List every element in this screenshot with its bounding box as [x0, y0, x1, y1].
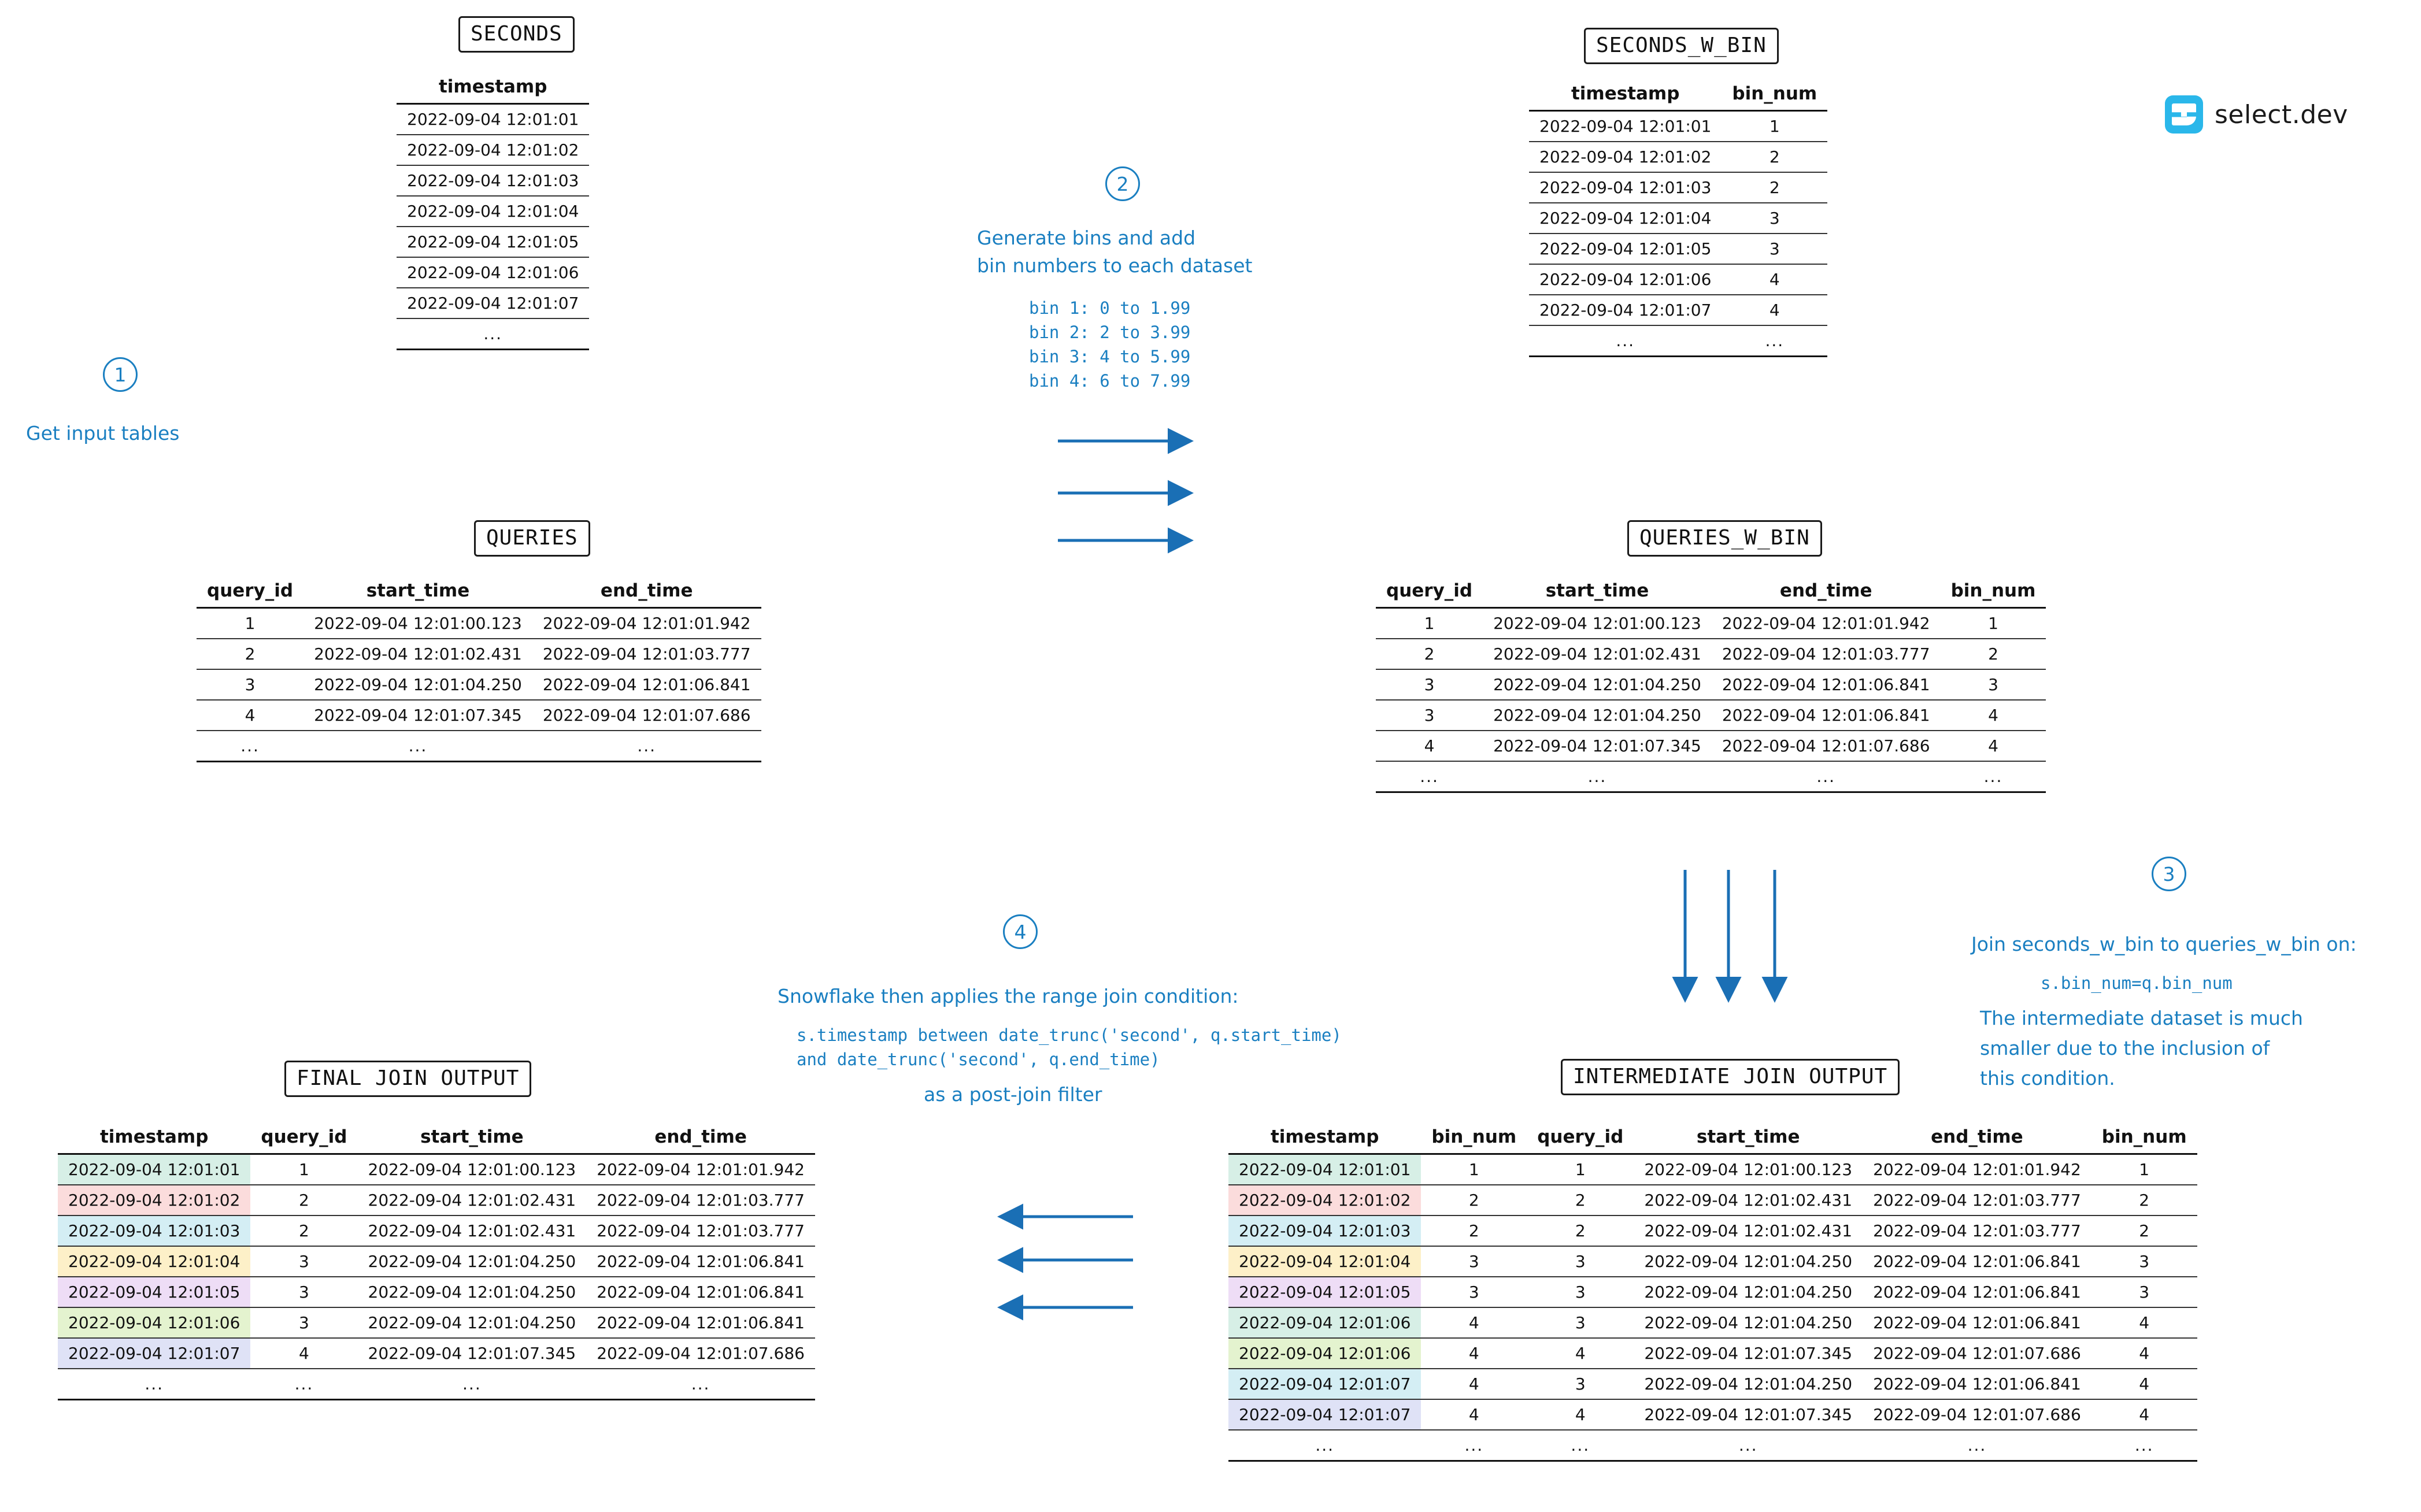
- cell-timestamp: 2022-09-04 12:01:07: [1228, 1399, 1421, 1430]
- seconds-table-title-box: [458, 16, 575, 53]
- column-header: timestamp: [1529, 81, 1722, 111]
- column-header: start_time: [303, 578, 532, 608]
- cell: 2022-09-04 12:01:03: [397, 165, 589, 196]
- column-header: end_time: [532, 578, 761, 608]
- cell: 2022-09-04 12:01:02.431: [1483, 639, 1712, 669]
- cell: 2022-09-04 12:01:04.250: [1483, 700, 1712, 731]
- table-row: [1529, 234, 1827, 264]
- cell: 4: [2091, 1399, 2197, 1430]
- cell: 2022-09-04 12:01:07.345: [1634, 1338, 1863, 1369]
- table-row: [58, 1338, 815, 1369]
- cell: 2022-09-04 12:01:07.345: [1634, 1399, 1863, 1430]
- step-4-condition-line-1: s.timestamp between date_trunc('second', q.start_time): [797, 1025, 1342, 1045]
- brand-logo: [2165, 95, 2348, 134]
- cell: 3: [1421, 1277, 1527, 1307]
- cell: 4: [2091, 1369, 2197, 1399]
- cell-timestamp: 2022-09-04 12:01:06: [1228, 1307, 1421, 1338]
- table-row: [1376, 761, 2046, 792]
- table-header-row: [1228, 1124, 2197, 1154]
- seconds-w-bin-table: [1529, 81, 1827, 357]
- cell: 2: [197, 639, 303, 669]
- cell: 2022-09-04 12:01:00.123: [1634, 1154, 1863, 1185]
- queries-title-box: [474, 520, 590, 557]
- cell: 2022-09-04 12:01:04.250: [1483, 669, 1712, 700]
- cell: 2022-09-04 12:01:07.345: [303, 700, 532, 731]
- step-3-join-condition: s.bin_num=q.bin_num: [2041, 973, 2233, 993]
- table-row: [1228, 1277, 2197, 1307]
- cell-ellipsis: ...: [250, 1369, 357, 1400]
- column-header: query_id: [1376, 578, 1483, 608]
- cell: 2022-09-04 12:01:06: [1529, 264, 1722, 295]
- step-3-note-line-3: this condition.: [1980, 1067, 2115, 1089]
- queries-w-bin-title-box: [1627, 520, 1822, 557]
- cell: 2022-09-04 12:01:04.250: [358, 1307, 587, 1338]
- queries-w-bin-table: [1376, 578, 2046, 793]
- cell: 2022-09-04 12:01:02.431: [1634, 1185, 1863, 1215]
- table-row: [1228, 1338, 2197, 1369]
- table-row: [1376, 731, 2046, 761]
- table-row: [397, 257, 589, 288]
- cell: 2022-09-04 12:01:04.250: [1634, 1369, 1863, 1399]
- cell: 4: [1421, 1338, 1527, 1369]
- cell: 1: [1722, 111, 1827, 142]
- cell: 2022-09-04 12:01:07.686: [1712, 731, 1941, 761]
- seconds-table-grid: [397, 74, 589, 350]
- cell: 3: [1527, 1246, 1634, 1277]
- table-row: [197, 639, 761, 669]
- cell-timestamp: 2022-09-04 12:01:02: [58, 1185, 250, 1215]
- cell: 3: [250, 1246, 357, 1277]
- column-header: query_id: [1527, 1124, 1634, 1154]
- cell-timestamp: 2022-09-04 12:01:01: [58, 1154, 250, 1185]
- intermediate-join-output-table: [1228, 1124, 2197, 1462]
- cell: 2022-09-04 12:01:07.686: [532, 700, 761, 731]
- cell: 2: [1376, 639, 1483, 669]
- table-row: [1529, 142, 1827, 172]
- cell: 3: [1376, 669, 1483, 700]
- cell: 4: [1722, 295, 1827, 325]
- seconds-table-title: SECONDS: [458, 16, 575, 53]
- cell: 2022-09-04 12:01:06: [397, 257, 589, 288]
- cell: 4: [1527, 1399, 1634, 1430]
- seconds-w-bin-grid: [1529, 81, 1827, 357]
- table-row: [397, 196, 589, 227]
- cell: 2022-09-04 12:01:07.345: [358, 1338, 587, 1369]
- cell: 2022-09-04 12:01:07: [1529, 295, 1722, 325]
- final-join-output-title: FINAL JOIN OUTPUT: [284, 1061, 531, 1097]
- cell: 2: [1527, 1185, 1634, 1215]
- cell-ellipsis: ...: [1634, 1430, 1863, 1461]
- intermediate-join-output-grid: [1228, 1124, 2197, 1462]
- table-row: [58, 1215, 815, 1246]
- cell-ellipsis: ...: [586, 1369, 815, 1400]
- cell: 2022-09-04 12:01:05: [1529, 234, 1722, 264]
- cell-timestamp: 2022-09-04 12:01:05: [1228, 1277, 1421, 1307]
- queries-grid: [197, 578, 761, 762]
- cell: 2022-09-04 12:01:06.841: [1712, 669, 1941, 700]
- cell: 3: [1722, 203, 1827, 234]
- cell: 2022-09-04 12:01:03.777: [586, 1215, 815, 1246]
- cell: 2022-09-04 12:01:06.841: [586, 1277, 815, 1307]
- cell: 2022-09-04 12:01:03.777: [586, 1185, 815, 1215]
- table-row: [1376, 608, 2046, 639]
- table-row: [1228, 1246, 2197, 1277]
- step-3-note-line-1: The intermediate dataset is much: [1980, 1007, 2303, 1029]
- cell: 3: [2091, 1246, 2197, 1277]
- table-row: [1228, 1430, 2197, 1461]
- cell: 2022-09-04 12:01:04: [1529, 203, 1722, 234]
- cell: 1: [1941, 608, 2046, 639]
- cell: 2022-09-04 12:01:06.841: [1863, 1369, 2091, 1399]
- cell: 4: [1421, 1399, 1527, 1430]
- cell: 2022-09-04 12:01:00.123: [1483, 608, 1712, 639]
- table-row: [1228, 1185, 2197, 1215]
- cell: 2022-09-04 12:01:01: [397, 104, 589, 135]
- cell-ellipsis: ...: [2091, 1430, 2197, 1461]
- table-row: [58, 1185, 815, 1215]
- cell: 1: [2091, 1154, 2197, 1185]
- cell: 2022-09-04 12:01:04.250: [303, 669, 532, 700]
- table-row: [58, 1246, 815, 1277]
- cell-timestamp: 2022-09-04 12:01:07: [1228, 1369, 1421, 1399]
- step-4-condition-line-2: and date_trunc('second', q.end_time): [797, 1050, 1160, 1069]
- table-row: [397, 227, 589, 257]
- cell: 2022-09-04 12:01:04: [397, 196, 589, 227]
- cell: 2022-09-04 12:01:01.942: [586, 1154, 815, 1185]
- table-header-row: [1529, 81, 1827, 111]
- cell-timestamp: 2022-09-04 12:01:04: [1228, 1246, 1421, 1277]
- table-row: [58, 1307, 815, 1338]
- cell: 2022-09-04 12:01:04.250: [1634, 1246, 1863, 1277]
- seconds-table: [397, 74, 589, 350]
- cell: 2022-09-04 12:01:01.942: [532, 608, 761, 639]
- cell: 3: [197, 669, 303, 700]
- cell: 3: [250, 1277, 357, 1307]
- cell: 2022-09-04 12:01:07: [397, 288, 589, 318]
- cell-timestamp: 2022-09-04 12:01:04: [58, 1246, 250, 1277]
- cell-ellipsis: ...: [358, 1369, 587, 1400]
- queries-w-bin-grid: [1376, 578, 2046, 793]
- table-row: [1228, 1369, 2197, 1399]
- cell: 2022-09-04 12:01:00.123: [358, 1154, 587, 1185]
- cell-ellipsis: ...: [1529, 325, 1722, 357]
- table-row: [397, 135, 589, 165]
- cell: 3: [1376, 700, 1483, 731]
- cell: 4: [250, 1338, 357, 1369]
- table-row: [1376, 639, 2046, 669]
- cell-ellipsis: ...: [1712, 761, 1941, 792]
- cell: 2022-09-04 12:01:03.777: [1863, 1215, 2091, 1246]
- step-3-badge: 3: [2152, 857, 2186, 891]
- table-row: [1228, 1399, 2197, 1430]
- final-join-output-title-box: [284, 1061, 531, 1097]
- table-row: [1529, 264, 1827, 295]
- cell: 2: [1941, 639, 2046, 669]
- cell-timestamp: 2022-09-04 12:01:01: [1228, 1154, 1421, 1185]
- cell-ellipsis: ...: [58, 1369, 250, 1400]
- queries-title: QUERIES: [474, 520, 590, 557]
- table-row: [197, 731, 761, 762]
- cell: 4: [1722, 264, 1827, 295]
- cell: 2022-09-04 12:01:00.123: [303, 608, 532, 639]
- table-row: [197, 669, 761, 700]
- cell: 2022-09-04 12:01:06.841: [1863, 1307, 2091, 1338]
- cell: 2022-09-04 12:01:01: [1529, 111, 1722, 142]
- cell: 3: [2091, 1277, 2197, 1307]
- cell: 4: [1941, 731, 2046, 761]
- cell: 3: [1722, 234, 1827, 264]
- table-row: [1376, 700, 2046, 731]
- bin-definition: bin 3: 4 to 5.99: [1029, 347, 1191, 366]
- cell: 2022-09-04 12:01:05: [397, 227, 589, 257]
- step-4-badge: 4: [1003, 914, 1038, 949]
- cell: 1: [250, 1154, 357, 1185]
- bin-definition: bin 1: 0 to 1.99: [1029, 298, 1191, 318]
- table-header-row: [58, 1124, 815, 1154]
- cell: 2022-09-04 12:01:07.345: [1483, 731, 1712, 761]
- cell: 2: [2091, 1185, 2197, 1215]
- cell: 1: [1421, 1154, 1527, 1185]
- cell: 4: [1421, 1307, 1527, 1338]
- table-row: [197, 700, 761, 731]
- cell: 1: [1527, 1154, 1634, 1185]
- column-header: bin_num: [1421, 1124, 1527, 1154]
- cell: 2022-09-04 12:01:04.250: [358, 1277, 587, 1307]
- cell: 2: [250, 1215, 357, 1246]
- table-row: [1529, 325, 1827, 357]
- column-header: bin_num: [1722, 81, 1827, 111]
- column-header: bin_num: [1941, 578, 2046, 608]
- table-row: [397, 318, 589, 350]
- cell: 3: [1527, 1369, 1634, 1399]
- cell: 2022-09-04 12:01:02: [1529, 142, 1722, 172]
- cell: 2022-09-04 12:01:02.431: [1634, 1215, 1863, 1246]
- seconds-w-bin-title: SECONDS_W_BIN: [1584, 28, 1779, 64]
- cell-ellipsis: ...: [197, 731, 303, 762]
- cell: 3: [1941, 669, 2046, 700]
- cell: 2022-09-04 12:01:04.250: [1634, 1277, 1863, 1307]
- cell: 4: [1376, 731, 1483, 761]
- queries-w-bin-title: QUERIES_W_BIN: [1627, 520, 1822, 557]
- column-header: start_time: [358, 1124, 587, 1154]
- bin-definition: bin 2: 2 to 3.99: [1029, 323, 1191, 342]
- cell-timestamp: 2022-09-04 12:01:05: [58, 1277, 250, 1307]
- table-header-row: [197, 578, 761, 608]
- cell: 2022-09-04 12:01:02.431: [358, 1215, 587, 1246]
- table-row: [58, 1369, 815, 1400]
- column-header: end_time: [586, 1124, 815, 1154]
- cell-timestamp: 2022-09-04 12:01:06: [1228, 1338, 1421, 1369]
- table-row: [1529, 203, 1827, 234]
- cell: 4: [2091, 1338, 2197, 1369]
- column-header: end_time: [1712, 578, 1941, 608]
- cell: 3: [1421, 1246, 1527, 1277]
- column-header: timestamp: [58, 1124, 250, 1154]
- column-header: start_time: [1634, 1124, 1863, 1154]
- final-join-output-table: [58, 1124, 815, 1400]
- cell: 2022-09-04 12:01:02.431: [303, 639, 532, 669]
- column-header: end_time: [1863, 1124, 2091, 1154]
- cell-ellipsis: ...: [397, 318, 589, 350]
- cell: 2022-09-04 12:01:07.686: [586, 1338, 815, 1369]
- cell: 4: [1421, 1369, 1527, 1399]
- cell-timestamp: 2022-09-04 12:01:03: [1228, 1215, 1421, 1246]
- cell-ellipsis: ...: [1941, 761, 2046, 792]
- cell: 2: [1722, 142, 1827, 172]
- cell-ellipsis: ...: [1483, 761, 1712, 792]
- cell: 3: [250, 1307, 357, 1338]
- step-1-label: Get input tables: [26, 422, 180, 444]
- cell: 2022-09-04 12:01:03: [1529, 172, 1722, 203]
- table-row: [1529, 172, 1827, 203]
- cell: 2: [1421, 1215, 1527, 1246]
- cell-timestamp: 2022-09-04 12:01:06: [58, 1307, 250, 1338]
- table-row: [1529, 295, 1827, 325]
- column-header: query_id: [197, 578, 303, 608]
- table-row: [397, 288, 589, 318]
- cell: 2022-09-04 12:01:02.431: [358, 1185, 587, 1215]
- cell: 2022-09-04 12:01:07.686: [1863, 1399, 2091, 1430]
- cell-ellipsis: ...: [1376, 761, 1483, 792]
- cell: 2: [1421, 1185, 1527, 1215]
- cell-ellipsis: ...: [1421, 1430, 1527, 1461]
- cell-ellipsis: ...: [1722, 325, 1827, 357]
- cell-timestamp: 2022-09-04 12:01:02: [1228, 1185, 1421, 1215]
- step-2-badge: 2: [1105, 166, 1140, 201]
- cell-ellipsis: ...: [1527, 1430, 1634, 1461]
- cell-ellipsis: ...: [1863, 1430, 2091, 1461]
- step-2-label-line-2: bin numbers to each dataset: [977, 254, 1253, 277]
- cell: 3: [1527, 1277, 1634, 1307]
- cell-ellipsis: ...: [303, 731, 532, 762]
- final-join-output-grid: [58, 1124, 815, 1400]
- queries-table: [197, 578, 761, 762]
- step-1-badge: 1: [103, 357, 138, 392]
- column-header: query_id: [250, 1124, 357, 1154]
- cell: 2022-09-04 12:01:01.942: [1712, 608, 1941, 639]
- cell: 2022-09-04 12:01:04.250: [358, 1246, 587, 1277]
- intermediate-join-output-title-box: [1561, 1059, 1900, 1095]
- cell: 2022-09-04 12:01:06.841: [586, 1307, 815, 1338]
- table-row: [58, 1154, 815, 1185]
- cell: 4: [197, 700, 303, 731]
- cell-timestamp: 2022-09-04 12:01:07: [58, 1338, 250, 1369]
- cell: 2022-09-04 12:01:03.777: [1863, 1185, 2091, 1215]
- cell: 2: [1722, 172, 1827, 203]
- step-4-description: Snowflake then applies the range join condition:: [778, 985, 1239, 1007]
- cell: 2022-09-04 12:01:07.686: [1863, 1338, 2091, 1369]
- cell: 2022-09-04 12:01:06.841: [586, 1246, 815, 1277]
- cell: 4: [1941, 700, 2046, 731]
- cell: 1: [197, 608, 303, 639]
- cell: 2022-09-04 12:01:06.841: [532, 669, 761, 700]
- cell: 2022-09-04 12:01:06.841: [1863, 1246, 2091, 1277]
- cell-ellipsis: ...: [532, 731, 761, 762]
- cell: 2022-09-04 12:01:03.777: [1712, 639, 1941, 669]
- brand-name: select.dev: [2215, 99, 2348, 129]
- select-dev-logo-icon: [2165, 95, 2203, 134]
- intermediate-join-output-title: INTERMEDIATE JOIN OUTPUT: [1561, 1059, 1900, 1095]
- cell: 2022-09-04 12:01:02: [397, 135, 589, 165]
- table-row: [1228, 1154, 2197, 1185]
- table-row: [58, 1277, 815, 1307]
- table-row: [1228, 1215, 2197, 1246]
- cell: 2: [2091, 1215, 2197, 1246]
- cell: 2022-09-04 12:01:06.841: [1863, 1277, 2091, 1307]
- cell: 1: [1376, 608, 1483, 639]
- cell: 3: [1527, 1307, 1634, 1338]
- column-header: timestamp: [397, 74, 589, 104]
- cell: 2022-09-04 12:01:06.841: [1712, 700, 1941, 731]
- column-header: start_time: [1483, 578, 1712, 608]
- cell: 2: [1527, 1215, 1634, 1246]
- cell: 4: [1527, 1338, 1634, 1369]
- table-header-row: [397, 74, 589, 104]
- step-4-postfilter-note: as a post-join filter: [924, 1083, 1102, 1106]
- column-header: timestamp: [1228, 1124, 1421, 1154]
- cell: 2022-09-04 12:01:04.250: [1634, 1307, 1863, 1338]
- column-header: bin_num: [2091, 1124, 2197, 1154]
- step-3-join-description: Join seconds_w_bin to queries_w_bin on:: [1971, 933, 2357, 955]
- table-row: [397, 165, 589, 196]
- table-row: [1529, 111, 1827, 142]
- table-row: [1228, 1307, 2197, 1338]
- seconds-w-bin-title-box: [1584, 28, 1779, 64]
- table-row: [397, 104, 589, 135]
- step-2-label-line-1: Generate bins and add: [977, 227, 1196, 249]
- bin-definition: bin 4: 6 to 7.99: [1029, 371, 1191, 391]
- table-row: [197, 608, 761, 639]
- cell: 2022-09-04 12:01:01.942: [1863, 1154, 2091, 1185]
- table-header-row: [1376, 578, 2046, 608]
- step-3-note-line-2: smaller due to the inclusion of: [1980, 1037, 2270, 1059]
- table-row: [1376, 669, 2046, 700]
- cell-timestamp: 2022-09-04 12:01:03: [58, 1215, 250, 1246]
- cell: 2022-09-04 12:01:03.777: [532, 639, 761, 669]
- cell-ellipsis: ...: [1228, 1430, 1421, 1461]
- cell: 4: [2091, 1307, 2197, 1338]
- cell: 2: [250, 1185, 357, 1215]
